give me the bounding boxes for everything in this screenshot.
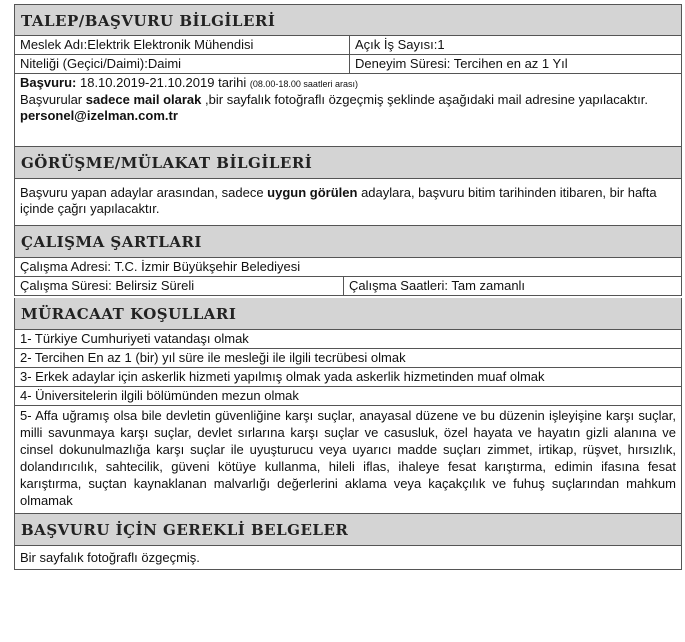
basvuru-text-2: ,bir sayfalık fotoğraflı özgeçmiş şeklinde aşağıdaki mail adresine yapılacaktır. — [205, 92, 648, 107]
belgeler-text: Bir sayfalık fotoğraflı özgeçmiş. — [14, 546, 682, 570]
basvuru-hours: (08.00-18.00 saatleri arası) — [249, 79, 358, 89]
gorusme-text-1: Başvuru yapan adaylar arasından, sadece — [20, 185, 264, 200]
niteligi: Niteliği (Geçici/Daimi):Daimi — [20, 56, 182, 71]
gorusme-text-2: adaylara, başvuru bitim tarihinden itibaren, bir hafta içinde çağrı yapılacaktır. — [20, 185, 657, 216]
basvuru-text-1: Başvurular — [20, 92, 83, 107]
muracaat-item: 4- Üniversitelerin ilgili bölümünden mezun olmak — [14, 387, 682, 406]
email-address[interactable]: personel@izelman.com.tr — [20, 108, 178, 123]
basvuru-block — [14, 74, 682, 147]
basvuru-text-bold: sadece mail olarak — [85, 92, 202, 107]
section-title-muracaat: MÜRACAAT KOŞULLARI — [14, 298, 682, 330]
gorusme-text-bold: uygun görülen — [267, 185, 358, 200]
basvuru-date: 18.10.2019-21.10.2019 — [79, 75, 215, 90]
calisma-sure-row — [14, 277, 682, 296]
calisma-suresi: Çalışma Süresi: Belirsiz Süreli — [20, 278, 195, 293]
basvuru-date-line — [20, 75, 676, 92]
gorusme-block — [14, 179, 682, 226]
email-line — [20, 108, 676, 124]
meslek-adi: Meslek Adı:Elektrik Elektronik Mühendisi — [20, 37, 254, 52]
deneyim-suresi: Deneyim Süresi: Tercihen en az 1 Yıl — [349, 55, 681, 73]
meslek-row — [14, 36, 682, 55]
basvuru-tarihi: tarihi — [218, 75, 247, 90]
section-title-calisma: ÇALIŞMA ŞARTLARI — [14, 226, 682, 258]
acik-is-sayisi: Açık İş Sayısı:1 — [349, 36, 681, 54]
muracaat-item: 1- Türkiye Cumhuriyeti vatandaşı olmak — [14, 330, 682, 349]
section-title-belgeler: BAŞVURU İÇİN GEREKLİ BELGELER — [14, 514, 682, 546]
calisma-adresi: Çalışma Adresi: T.C. İzmir Büyükşehir Belediyesi — [14, 258, 682, 277]
nitelik-row — [14, 55, 682, 74]
basvuru-text — [20, 92, 676, 108]
section-title-gorusme: GÖRÜŞME/MÜLAKAT BİLGİLERİ — [14, 147, 682, 179]
job-posting-document — [14, 4, 682, 570]
muracaat-item: 5- Affa uğramış olsa bile devletin güvenliğine karşı suçlar, anayasal düzene ve bu düzenin işleyişine karşı suçlar, milli savunmaya karşı suçlar, devlet sırlarına karşı suçlar ve casusluk, özel hayata ve hayatın gizli alanına ve cinsel dokunulmazlığa karşı suçlar ile uyuşturucu veya uyarıcı madde suçları zimmet, irtikap, rüşvet, hırsızlık, dolandırıcılık, sahtecilik, güveni kötüye kullanma, hileli iflas, ihaleye fesat karıştırma, edimin ifasına fesat karıştırma, suçtan kaynaklanan malvarlığı değerlerini aklama veya kaçakçılık ve fuhuş suçlarından mahkum olmamak — [14, 406, 682, 514]
muracaat-item: 2- Tercihen En az 1 (bir) yıl süre ile mesleği ile ilgili tecrübesi olmak — [14, 349, 682, 368]
calisma-saatleri: Çalışma Saatleri: Tam zamanlı — [343, 277, 681, 295]
basvuru-label: Başvuru: — [20, 75, 77, 90]
section-title-talep: TALEP/BAŞVURU BİLGİLERİ — [14, 4, 682, 36]
muracaat-item: 3- Erkek adaylar için askerlik hizmeti yapılmış olmak yada askerlik hizmetinden muaf olmak — [14, 368, 682, 387]
